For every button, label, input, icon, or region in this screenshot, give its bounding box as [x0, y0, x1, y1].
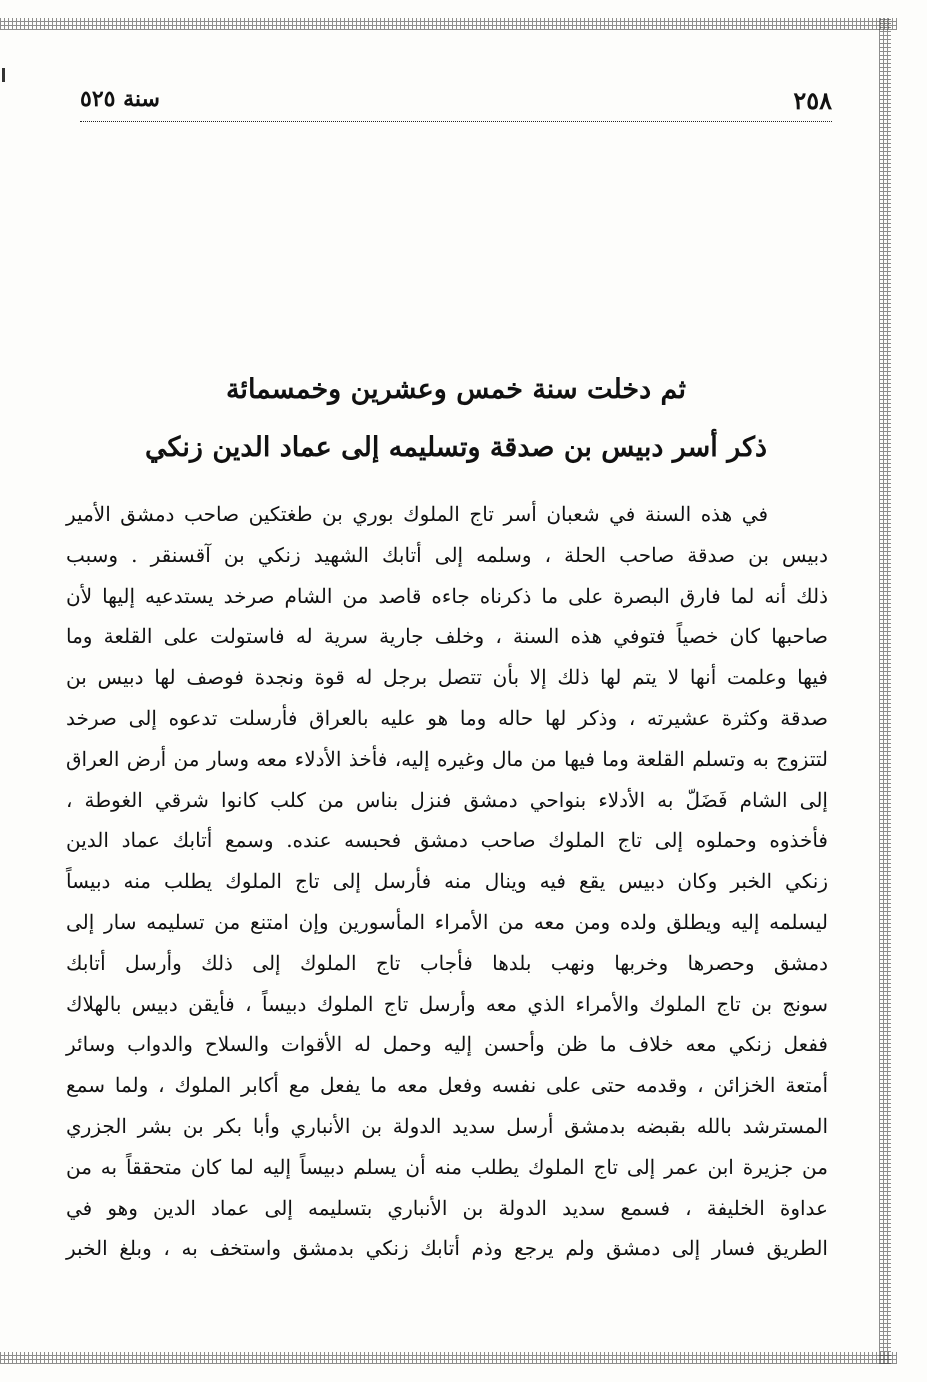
scan-mark: [2, 68, 5, 82]
text-line: ذلك أنه لما فارق البصرة على ما ذكرناه جاءه قاصد من الشام صرخد يستدعيه إليها لأن: [66, 583, 828, 608]
text-line: عداوة الخليفة ، فسمع سديد الدولة بن الأنباري بتسليمه إلى عماد الدين وهو في: [66, 1195, 828, 1220]
text-line: دمشق وحصرها وخربها ونهب بلدها فأجاب تاج الملوك إلى ذلك وأرسل أتابك: [66, 950, 828, 975]
text-line: ليسلمه إليه ويطلق ولده ومن معه من الأمراء المأسورين وإن امتنع من تسليمه سار إلى: [66, 909, 828, 934]
top-ornamental-border: [0, 18, 897, 30]
text-line: دبيس بن صدقة صاحب الحلة ، وسلمه إلى أتابك الشهيد زنكي بن آقسنقر . وسبب: [66, 542, 828, 567]
text-line: فأخذوه وحملوه إلى تاج الملوك صاحب دمشق فحبسه عنده. وسمع أتابك عماد الدين: [66, 828, 828, 853]
page-header: [80, 86, 832, 120]
text-line: من جزيرة ابن عمر إلى تاج الملوك يطلب منه أن يسلم دبيساً إليه لما كان متحققاً به من: [66, 1154, 828, 1179]
text-line: إلى الشام فَضَلّ به الأدلاء بنواحي دمشق فنزل بناس من كلب كانوا شرقي الغوطة ،: [66, 787, 828, 812]
header-divider: [80, 121, 832, 122]
text-line: لتتزوج به وتسلم القلعة وما فيها من مال وغيره إليه، فأخذ الأدلاء معه وسار من أرض العراق: [66, 746, 828, 771]
year-heading: ثم دخلت سنة خمس وعشرين وخمسمائة: [225, 374, 687, 405]
text-line: سونج بن تاج الملوك والأمراء الذي معه وأرسل تاج الملوك دبيساً ، فأيقن دبيس بالهلاك: [66, 991, 828, 1016]
running-head: سنة ٥٢٥: [80, 86, 160, 112]
text-line: زنكي الخبر وكان دبيس يقع فيه وينال منه فأرسل إلى تاج الملوك يطلب منه دبيساً: [66, 869, 828, 894]
text-line: فيها وعلمت أنها لا يتم لها ذلك إلا بأن تتصل برجل له قوة ونجدة فوصف لها دبيس بن: [66, 665, 828, 690]
body-paragraph: [66, 494, 828, 1269]
section-heading: ذكر أسر دبيس بن صدقة وتسليمه إلى عماد الدين زنكي: [144, 432, 767, 463]
text-line: المسترشد بالله بقبضه بدمشق أرسل سديد الدولة بن الأنباري وأبا بكر بن بشر الجزري: [66, 1113, 828, 1138]
text-line: أمتعة الخزائن ، وقدمه حتى على نفسه وفعل معه ما يفعل مع أكابر الملوك ، ولما سمع: [66, 1073, 828, 1098]
bottom-ornamental-border: [0, 1352, 897, 1364]
text-line: صاحبها كان خصياً فتوفي هذه السنة ، وخلف جارية سرية له فاستولت على القلعة وما: [66, 624, 828, 649]
text-line: في هذه السنة في شعبان أسر تاج الملوك بوري بن طغتكين صاحب دمشق الأمير: [66, 502, 769, 526]
text-line: ففعل زنكي معه خلاف ما ظن وأحسن إليه وحمل له الأقوات والسلاح والدواب وسائر: [66, 1032, 828, 1057]
text-line: الطريق فسار إلى دمشق ولم يرجع وذم أتابك زنكي بدمشق واستخف به ، وبلغ الخبر: [66, 1236, 828, 1261]
text-line: صدقة وكثرة عشيرته ، وذكر لها حاله وما هو عليه بالعراق فأرسلت تدعوه إلى صرخد: [66, 705, 828, 730]
page-number: ٢٥٨: [793, 86, 832, 115]
right-ornamental-border: [879, 18, 891, 1364]
